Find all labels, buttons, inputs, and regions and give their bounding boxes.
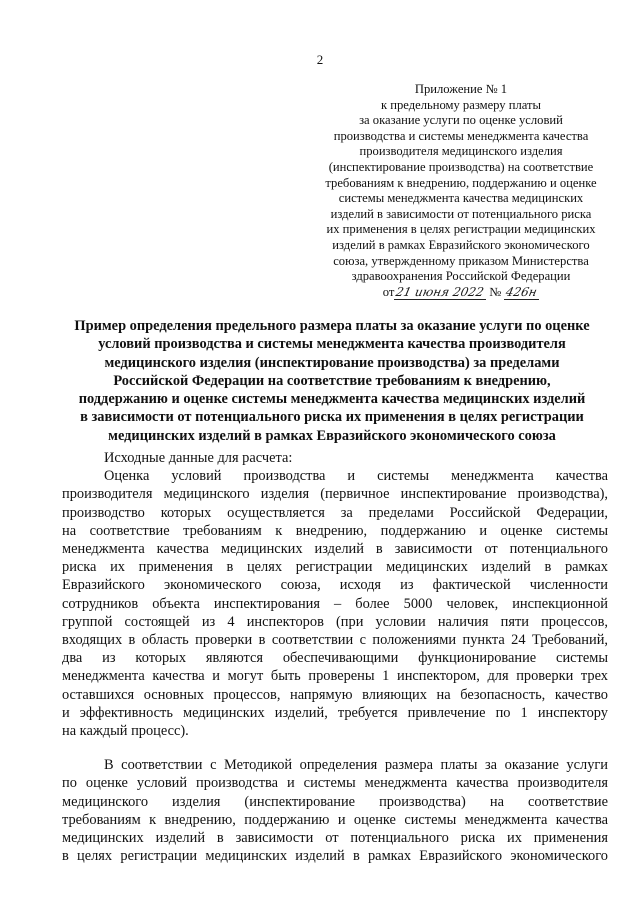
paragraph-line: риска их применения в целях регистрации медицинских изделий в рамках bbox=[62, 559, 608, 576]
page-number: 2 bbox=[316, 52, 324, 67]
paragraph-2 bbox=[62, 756, 608, 865]
document-title bbox=[56, 317, 608, 445]
appendix-line: требованиям к внедрению, поддержанию и оценке bbox=[325, 175, 597, 190]
document-body bbox=[62, 449, 608, 865]
paragraph-line: Оценка условий производства и системы менеджмента качества bbox=[104, 468, 608, 485]
appendix-line: производителя медицинского изделия bbox=[359, 144, 563, 159]
paragraph-line: по оценке условий производства и системы менеджмента качества производителя bbox=[62, 775, 608, 792]
paragraph-line: В соответствии с Методикой определения размера платы за оказание услуги bbox=[104, 757, 608, 774]
appendix-line: изделий в рамках Евразийского экономического bbox=[332, 237, 590, 252]
title-line: поддержанию и оценке системы менеджмента качества медицинских изделий bbox=[78, 391, 586, 408]
paragraph-line: производителя медицинского изделия (первичное инспектирование производства), bbox=[62, 486, 608, 503]
appendix-line: изделий в зависимости от потенциального риска bbox=[330, 206, 592, 221]
paragraph-line: оставшихся основных процессов, напрямую влияющих на безопасность, качество bbox=[62, 686, 608, 703]
paragraph-line: менеджмента качества и могут быть проверены 1 инспектором, для проверки трех bbox=[62, 668, 608, 685]
appendix-line: союза, утвержденному приказом Министерства bbox=[333, 253, 589, 268]
appendix-line: к предельному размеру платы bbox=[380, 97, 542, 112]
appendix-line: за оказание услуги по оценке условий bbox=[359, 113, 563, 128]
paragraph-line: менеджмента качества медицинских изделий в зависимости от потенциального bbox=[62, 541, 608, 558]
appendix-line: Приложение № 1 bbox=[414, 82, 508, 96]
paragraph-line: производство которых осуществляется за пределами Российской Федерации, bbox=[62, 504, 608, 521]
title-line: в зависимости от потенциального риска их применения в целях регистрации bbox=[80, 409, 584, 426]
order-date-prefix: от bbox=[382, 284, 395, 299]
paragraph-line: и эффективность медицинских изделий, требуется привлечение по 1 инспектору bbox=[62, 704, 608, 721]
title-line: условий производства и системы менеджмента качества производителя bbox=[98, 336, 566, 353]
paragraph-line: группой состоящей из 4 инспекторов (при условии наличия пяти процессов, bbox=[62, 613, 608, 630]
paragraph-line: Евразийского экономического союза, исходя из фактической численности bbox=[62, 577, 608, 594]
appendix-line: системы менеджмента качества медицинских bbox=[338, 191, 584, 206]
paragraph-line: входящих в область проверки в соответствии с положениями пункта 24 Требований, bbox=[62, 632, 608, 649]
paragraph-line: в целях регистрации медицинских изделий в рамках Евразийского экономического bbox=[62, 848, 608, 865]
appendix-line: здравоохранения Российской Федерации bbox=[351, 269, 571, 284]
title-line: Российской Федерации на соответствие требованиям к внедрению, bbox=[113, 372, 551, 389]
paragraph-1 bbox=[62, 467, 608, 740]
paragraph-line: медицинского изделия (инспектирование производства) на соответствие bbox=[62, 793, 608, 810]
order-number-handwritten: 426н bbox=[504, 284, 539, 299]
intro-line: Исходные данные для расчета: bbox=[104, 450, 293, 466]
appendix-line: производства и системы менеджмента качества bbox=[333, 128, 589, 143]
paragraph-line: требованиям к внедрению, поддержанию и оценке системы менеджмента качества bbox=[62, 811, 608, 828]
appendix-header bbox=[315, 82, 607, 300]
order-number-label: № bbox=[489, 284, 502, 299]
paragraph-line: медицинских изделий в зависимости от потенциального риска их применения bbox=[62, 830, 608, 847]
paragraph-line: на каждый процесс). bbox=[62, 723, 189, 740]
title-line: Пример определения предельного размера платы за оказание услуги по оценке bbox=[74, 318, 590, 334]
order-date-handwritten: 21 июня 2022 bbox=[394, 284, 486, 299]
title-line: медицинских изделий в рамках Евразийского экономического союза bbox=[108, 427, 556, 444]
appendix-line: (инспектирование производства) на соответствие bbox=[328, 159, 594, 174]
paragraph-line: сотрудников объекта инспектирования – более 5000 человек, инспекционной bbox=[62, 595, 608, 612]
title-line: медицинского изделия (инспектирование производства) за пределами bbox=[104, 354, 560, 371]
appendix-line: их применения в целях регистрации медицинских bbox=[326, 222, 596, 237]
order-date-number bbox=[315, 285, 607, 301]
paragraph-line: два из которых являются обеспечивающими функционирование системы bbox=[62, 650, 608, 667]
paragraph-line: на соответствие требованиям к внедрению, поддержанию и оценке системы bbox=[62, 522, 608, 539]
